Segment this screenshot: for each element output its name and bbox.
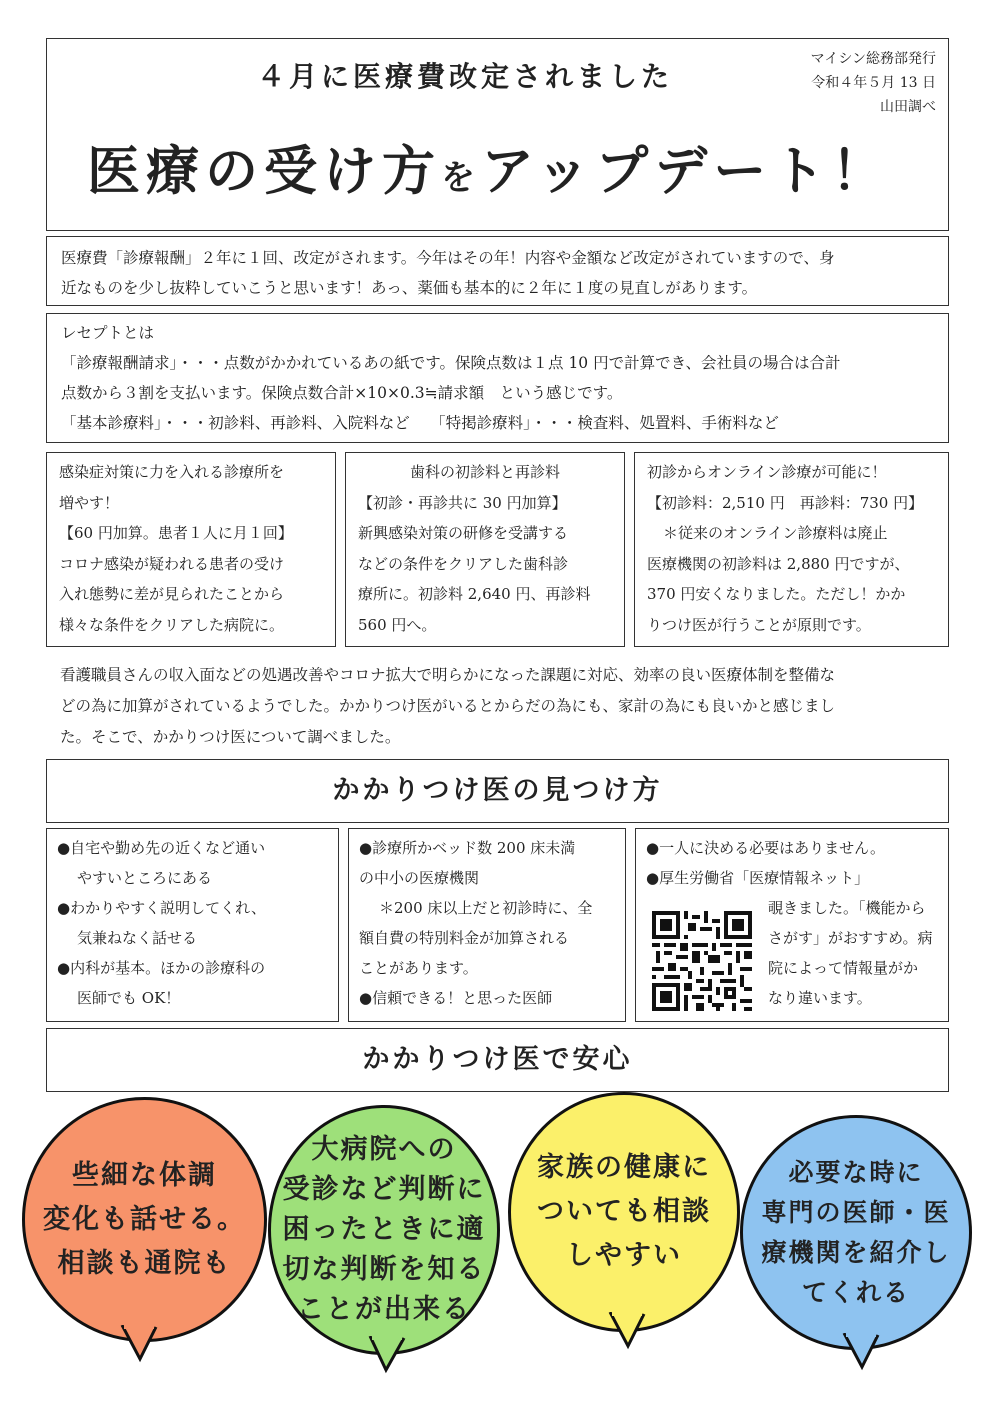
receipt-box (46, 313, 949, 443)
title-part-3: アップデート！ (481, 141, 891, 202)
bubble-yellow-tail (608, 1312, 648, 1352)
intro-line: 近なものを少し抜粋していこうと思います！あっ、薬価も基本的に２年に１度の見直しがあります。 (61, 279, 758, 297)
find-line: 覗きました。「機能から (768, 899, 926, 917)
column-line: 医療機関の初診料は 2,880 円ですが、 (647, 554, 910, 573)
column-line: 感染症対策に力を入れる診療所を (59, 463, 285, 481)
issue-date: 令和４年５月 13 日 (811, 75, 936, 91)
bubble-orange-tail (120, 1325, 160, 1365)
receipt-line: レセプトとは (61, 324, 155, 342)
bubble-line: 受診など判断に (282, 1174, 486, 1205)
column-line: 560 円へ。 (358, 615, 437, 634)
bubble-line: てくれる (801, 1277, 910, 1307)
find-line: ●信頼できる！と思った医師 (359, 989, 553, 1007)
column-line: 【初診料：2,510 円 再診料：730 円】 (647, 493, 924, 512)
intro-line: 医療費「診療報酬」２年に１回、改定がされます。今年はその年！内容や金額など改定がされていますので、身 (61, 249, 835, 267)
find-line: ●わかりやすく説明してくれ、 (57, 899, 266, 917)
find-line: ●自宅や勤め先の近くなど通い (57, 839, 266, 857)
column-line: 【初診・再診共に 30 円加算】 (358, 493, 567, 512)
find-line: 医師でも OK！ (77, 989, 181, 1007)
bubble-line: 些細な体調 (72, 1159, 217, 1191)
receipt-line: 「診療報酬請求」・・・点数がかかれているあの紙です。保険点数は１点 10 円で計算でき、会社員の場合は合計 (61, 354, 841, 372)
section-heading-find: かかりつけ医の見つけ方 (46, 759, 949, 823)
paragraph-line: どの為に加算がされているようでした。かかりつけ医がいるとからだの為にも、家計の為にも良いかと感じまし (60, 697, 836, 715)
find-line: ＊200 床以上だと初診時に、全 (379, 899, 593, 917)
bubble-line: 専門の医師・医 (761, 1197, 951, 1227)
paragraph-line: た。そこで、かかりつけ医について調べました。 (60, 728, 401, 746)
header-box (46, 38, 949, 231)
column-line: 初診からオンライン診療が可能に！ (647, 463, 887, 481)
column-line: 入れ態勢に差が見られたことから (59, 585, 285, 603)
section-heading-relief: かかりつけ医で安心 (46, 1028, 949, 1092)
paragraph-line: 看護職員さんの収入面などの処遇改善やコロナ拡大で明らかになった課題に対応、効率の良い医療体制を整備な (60, 666, 836, 684)
author-name: 山田調べ (880, 99, 936, 115)
bubble-line: ことが出来る (297, 1294, 471, 1325)
issuer-block (811, 47, 936, 119)
column-line: コロナ感染が疑われる患者の受け (59, 554, 285, 573)
bubble-line: 変化も話せる。 (43, 1203, 246, 1235)
find-line: ことがあります。 (359, 959, 478, 977)
receipt-line: 「基本診療料」・・・初診料、再診料、入院料など 「特掲診療料」・・・検査料、処置料、手術料など (61, 414, 779, 432)
bubble-blue (740, 1115, 972, 1350)
find-line: 額自費の特別料金が加算される (359, 929, 570, 947)
column-line: りつけ医が行うことが原則です。 (647, 615, 871, 634)
bubble-orange (22, 1097, 267, 1342)
title-part-1: 医療の受け方 (87, 141, 441, 202)
page-title (87, 129, 890, 205)
find-line: ●厚生労働省「医療情報ネット」 (646, 869, 870, 887)
bubble-line: 必要な時に (788, 1157, 924, 1187)
bubble-yellow (508, 1092, 740, 1332)
intro-box (46, 236, 949, 306)
column-line: 新興感染対策の研修を受講する (358, 524, 569, 542)
bubble-line: 切な判断を知る (282, 1254, 486, 1285)
title-part-2: を (441, 158, 481, 198)
find-column-1 (46, 828, 339, 1022)
column-line: 増やす！ (59, 493, 120, 512)
find-line: ●診療所かベッド数 200 床未満 (359, 839, 576, 857)
column-line: 様々な条件をクリアした病院に。 (59, 615, 285, 634)
find-line: さがす」がおすすめ。病 (768, 929, 933, 947)
receipt-line: 点数から３割を支払います。保険点数合計×10×0.3≒請求額 という感じです。 (61, 384, 623, 402)
bubble-blue-tail (842, 1333, 882, 1373)
bubble-line: 家族の健康に (537, 1152, 711, 1183)
bubble-line: ついても相談 (537, 1196, 711, 1227)
find-line: やすいところにある (77, 869, 213, 887)
column-line: 歯科の初診料と再診料 (409, 463, 560, 481)
find-column-3 (635, 828, 949, 1022)
bubble-green-tail (368, 1336, 408, 1376)
issuer-name: マイシン総務部発行 (810, 51, 936, 67)
column-line: 【60 円加算。患者１人に月１回】 (59, 524, 293, 542)
find-column-2 (348, 828, 626, 1022)
find-line: 院によって情報量がか (768, 959, 919, 977)
find-line: の中小の医療機関 (359, 869, 480, 887)
header-subtitle: ４月に医療費改定されました (257, 60, 674, 93)
bubble-line: 大病院への (311, 1134, 457, 1165)
qr-code-icon[interactable] (652, 911, 752, 1011)
find-line: ●内科が基本。ほかの診療科の (57, 959, 266, 977)
find-line: ●一人に決める必要はありません。 (646, 839, 885, 857)
bubble-line: 相談も通院も (57, 1247, 232, 1279)
column-line: 370 円安くなりました。ただし！かか (647, 585, 906, 603)
summary-paragraph (60, 660, 940, 753)
column-line: などの条件をクリアした歯科診 (358, 554, 569, 573)
column-online (634, 452, 949, 647)
find-line: 気兼ねなく話せる (77, 929, 198, 947)
column-line: ＊従来のオンライン診療料は廃止 (663, 524, 888, 542)
column-line: 療所に。初診料 2,640 円、再診料 (358, 585, 591, 603)
column-infection (46, 452, 336, 647)
bubble-line: 困ったときに適 (282, 1214, 486, 1245)
bubble-line: しやすい (566, 1240, 682, 1271)
column-dental (345, 452, 625, 647)
bubble-line: 療機関を紹介し (761, 1237, 951, 1267)
find-line: なり違います。 (768, 989, 872, 1007)
bubble-green (268, 1105, 500, 1355)
